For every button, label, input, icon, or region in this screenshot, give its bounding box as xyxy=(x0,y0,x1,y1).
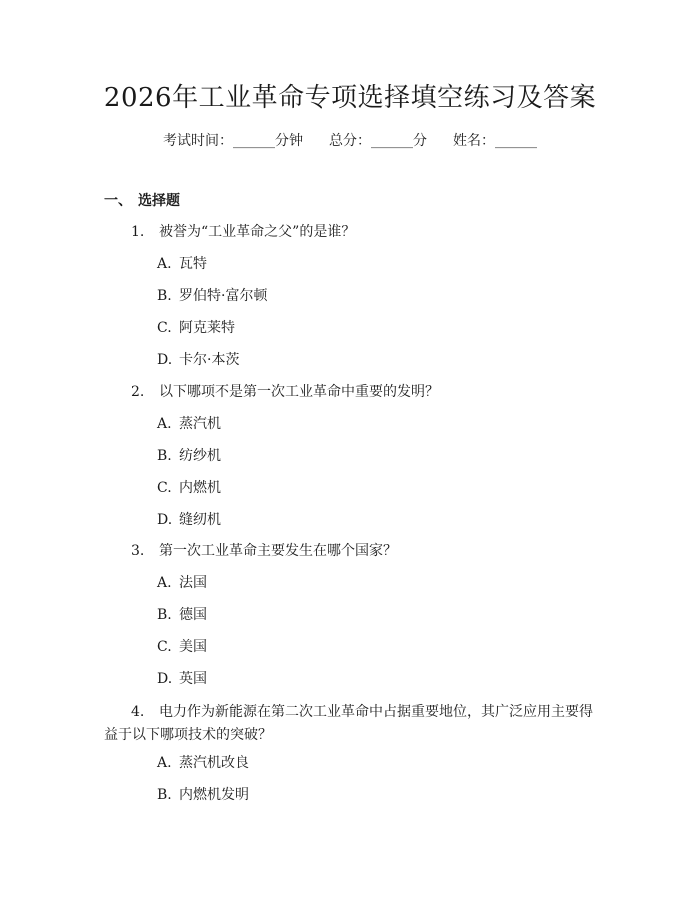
option-text: 英国 xyxy=(179,671,207,687)
option-text: 缝纫机 xyxy=(179,512,221,528)
option-1a xyxy=(157,254,207,274)
question-text: 第一次工业革命主要发生在哪个国家？ xyxy=(159,543,397,559)
section-heading xyxy=(104,191,180,211)
section-number: 一、 xyxy=(104,193,132,209)
option-text: 内燃机 xyxy=(179,480,221,496)
option-1b xyxy=(157,286,267,306)
option-text: 德国 xyxy=(179,607,207,623)
option-letter: D. xyxy=(157,512,173,528)
option-letter: B. xyxy=(157,607,172,623)
option-letter: A. xyxy=(157,416,172,432)
question-3 xyxy=(131,541,397,561)
option-1d xyxy=(157,350,239,370)
option-2a xyxy=(157,414,221,434)
option-text: 法国 xyxy=(179,575,207,591)
option-letter: A. xyxy=(157,575,172,591)
option-3c xyxy=(157,637,207,657)
question-number: 1. xyxy=(131,224,145,240)
option-2c xyxy=(157,478,221,498)
question-1 xyxy=(131,222,355,242)
option-text: 阿克莱特 xyxy=(179,320,235,336)
question-number: 4. xyxy=(131,704,145,720)
page-title: 2026年工业革命专项选择填空练习及答案 xyxy=(103,83,597,113)
question-number: 2. xyxy=(131,384,145,400)
option-text: 纺纱机 xyxy=(179,448,221,464)
total-score-field: 总分：______分 xyxy=(329,133,427,149)
option-2b xyxy=(157,446,221,466)
option-letter: C. xyxy=(157,320,172,336)
exam-meta xyxy=(0,131,700,151)
option-letter: B. xyxy=(157,288,172,304)
question-text: 以下哪项不是第一次工业革命中重要的发明？ xyxy=(159,384,439,400)
option-letter: A. xyxy=(157,256,172,272)
question-text: 被誉为“工业革命之父”的是谁？ xyxy=(159,224,356,240)
question-number: 3. xyxy=(131,543,145,559)
option-letter: D. xyxy=(157,671,173,687)
exam-time-field: 考试时间：______分钟 xyxy=(163,133,303,149)
question-4 xyxy=(104,701,604,747)
option-1c xyxy=(157,318,235,338)
option-4b xyxy=(157,785,249,805)
option-letter: B. xyxy=(157,787,172,803)
option-letter: D. xyxy=(157,352,173,368)
option-2d xyxy=(157,510,221,530)
option-3a xyxy=(157,573,207,593)
option-letter: C. xyxy=(157,639,172,655)
question-2 xyxy=(131,382,439,402)
option-text: 美国 xyxy=(179,639,207,655)
question-text: 电力作为新能源在第二次工业革命中占据重要地位，其广泛应用主要得益于以下哪项技术的突破？ xyxy=(104,704,593,743)
section-label: 选择题 xyxy=(138,193,180,209)
option-text: 蒸汽机改良 xyxy=(179,755,249,771)
option-text: 罗伯特·富尔顿 xyxy=(179,288,268,304)
option-3d xyxy=(157,669,207,689)
option-4a xyxy=(157,753,249,773)
option-text: 瓦特 xyxy=(179,256,207,272)
option-3b xyxy=(157,605,207,625)
option-letter: C. xyxy=(157,480,172,496)
option-text: 蒸汽机 xyxy=(179,416,221,432)
option-text: 内燃机发明 xyxy=(179,787,249,803)
student-name-field: 姓名：______ xyxy=(453,133,537,149)
option-letter: A. xyxy=(157,755,172,771)
option-letter: B. xyxy=(157,448,172,464)
option-text: 卡尔·本茨 xyxy=(179,352,240,368)
